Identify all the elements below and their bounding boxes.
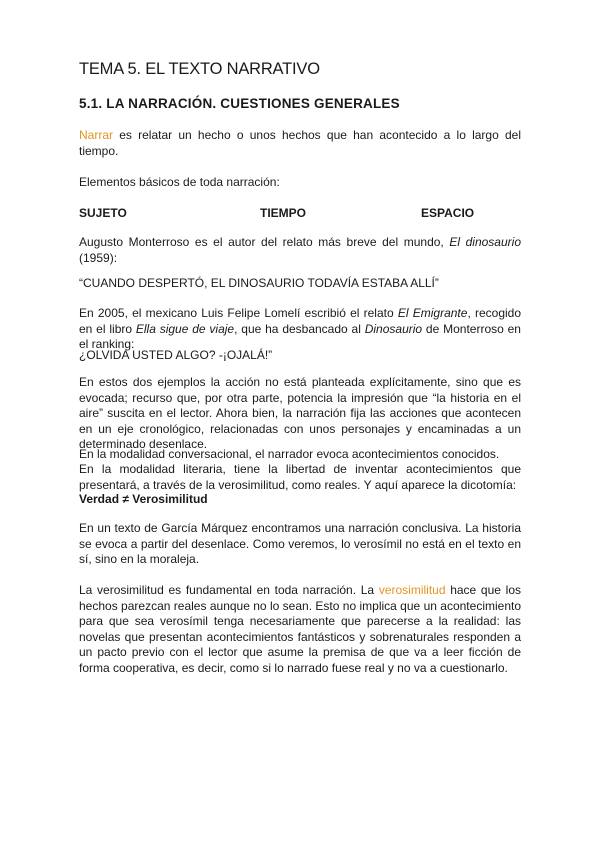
paragraph-conversacional: En la modalidad conversacional, el narrador evoca acontecimientos conocidos.: [79, 447, 500, 461]
paragraph-elementos: Elementos básicos de toda narración:: [79, 175, 280, 189]
element-tiempo: TIEMPO: [260, 206, 307, 220]
element-espacio: ESPACIO: [421, 206, 475, 220]
paragraph-garcia-marquez: En un texto de García Márquez encontramos una narración conclusiva. La historia se evoca a partir del desenlace. Como veremos, lo verosímil no está en el texto en sí, sino en la moraleja.: [79, 521, 521, 566]
work-title: Dinosaurio: [364, 321, 423, 336]
dicotomia: Verdad ≠ Verosimilitud: [79, 492, 208, 506]
paragraph-ejemplos: En estos dos ejemplos la acción no está planteada explícitamente, sino que es evocada; recurso que, por otra parte, potencia la impresión que “la historia en el aire” suscita en el lector. Ahora bien, la narración fija las acciones que acontecen en un eje cronológico, relacionadas con unos personajes y encaminadas a un determinado desenlace.: [79, 375, 521, 451]
work-title: El dinosaurio: [449, 235, 521, 249]
element-sujeto: SUJETO: [79, 206, 127, 220]
work-title: Ella sigue de viaje: [135, 321, 235, 336]
paragraph-narrar: Narrar es relatar un hecho o unos hechos que han acontecido a lo largo del tiempo.: [79, 128, 521, 158]
quote-dinosaurio: “CUANDO DESPERTÓ, EL DINOSAURIO TODAVÍA ESTABA ALLÍ”: [79, 276, 439, 290]
page-title: TEMA 5. EL TEXTO NARRATIVO: [79, 60, 320, 78]
paragraph-literaria: En la modalidad literaria, tiene la libertad de inventar acontecimientos que presentará, a través de la verosimilitud, como reales. Y aquí aparece la dicotomía:: [79, 462, 521, 492]
paragraph-lomeli: En 2005, el mexicano Luis Felipe Lomelí escribió el relato El Emigrante, recogido en el libro Ella sigue de viaje, que ha desbancado al Dinosaurio de Monterroso en el ranking:: [79, 306, 522, 351]
highlight-verosimilitud: verosimilitud: [378, 583, 446, 597]
quote-ojala: ¿OLVIDA USTED ALGO? -¡OJALÁ!”: [79, 348, 273, 362]
paragraph-monterroso: Augusto Monterroso es el autor del relato más breve del mundo, El dinosaurio (1959):: [79, 235, 521, 265]
highlight-narrar: Narrar: [79, 128, 114, 142]
section-heading: 5.1. LA NARRACIÓN. CUESTIONES GENERALES: [79, 96, 400, 111]
work-title: El Emigrante: [397, 306, 468, 320]
paragraph-verosimilitud: La verosimilitud es fundamental en toda narración. La verosimilitud hace que los hechos parezcan reales aunque no lo sean. Esto no implica que un acontecimiento para que sea verosímil tenga necesariamente que parecerse a la realidad: las novelas que presentan acontecimientos fantásticos y sobrenaturales responden a un pacto previo con el lector que asume la premisa de que va a leer ficción de forma cooperativa, es decir, como si lo narrado fuese real y no va a cuestionarlo.: [79, 583, 521, 675]
